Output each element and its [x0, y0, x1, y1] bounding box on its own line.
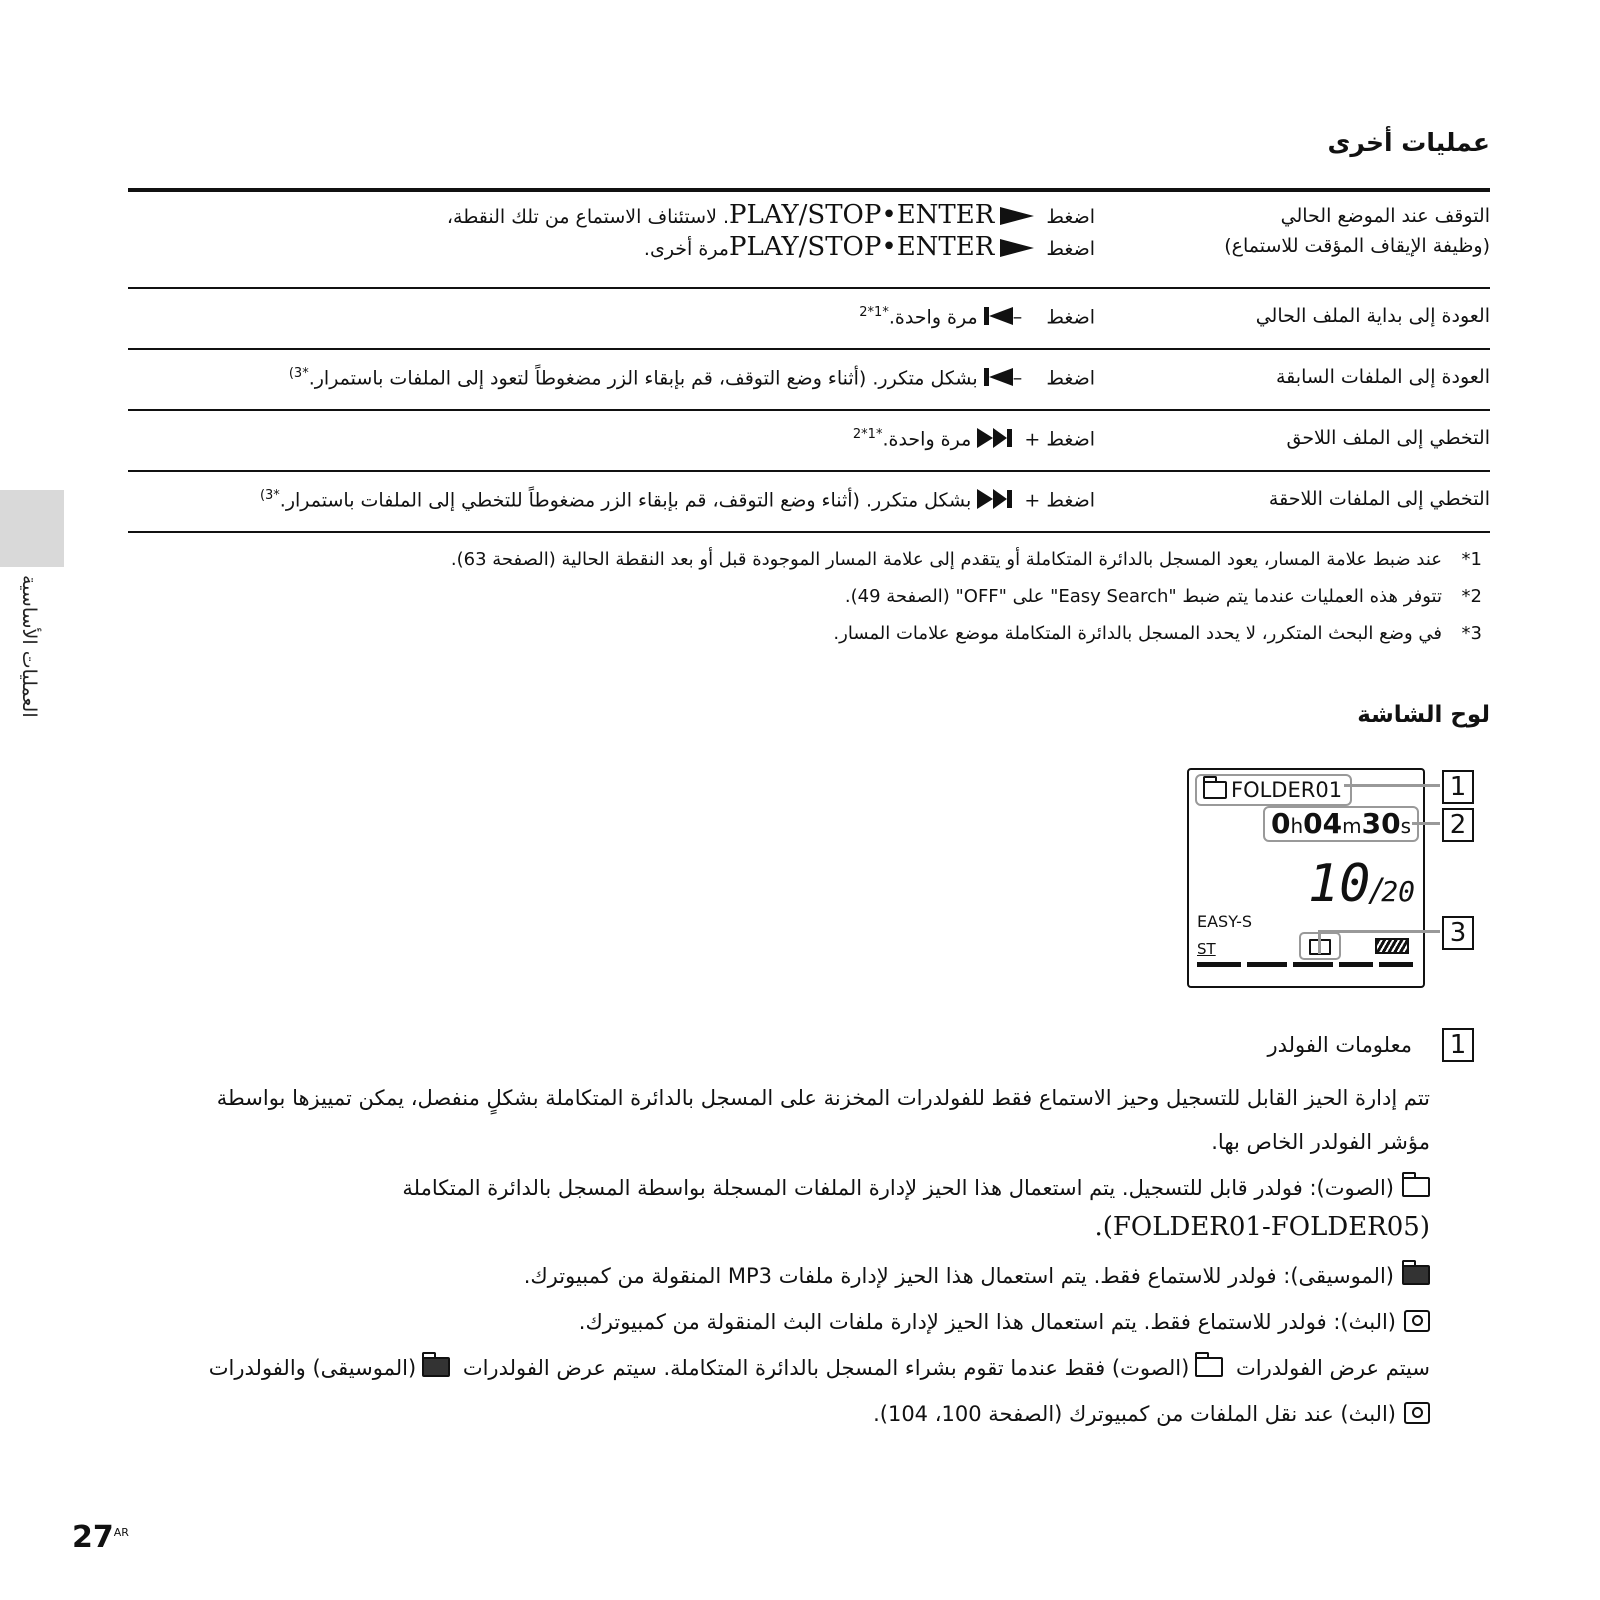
table-rule	[128, 470, 1490, 472]
folder-display-note: (البث) عند نقل الملفات من كمبيوترك (الصفحة 100، 104).	[873, 1402, 1430, 1426]
lcd-display	[1187, 768, 1425, 988]
callout-line	[1318, 930, 1440, 933]
callout-1: 1	[1442, 770, 1474, 804]
folder-info-number: 1	[1442, 1028, 1474, 1062]
next-icon	[1007, 429, 1012, 447]
table-row-label: التخطي إلى الملفات اللاحقة	[1268, 488, 1490, 510]
podcast-folder-desc: (البث): فولدر للاستماع فقط. يتم استعمال هذا الحيز لإدارة ملفات البث المنقولة من كمبيوترك.	[579, 1310, 1430, 1334]
callout-line	[1412, 822, 1440, 825]
lcd-level-bar	[1339, 962, 1373, 967]
folder-info-heading: معلومات الفولدر	[1267, 1033, 1412, 1057]
play-icon	[1000, 239, 1034, 257]
table-row-action: اضغط + مرة واحدة.$^{*1*2}$	[852, 427, 1095, 451]
table-row-action: اضغط – بشكل متكرر. (أثناء وضع التوقف، قم بإبقاء الزر مضغوطاً لتعود إلى الملفات باستمرار.$^{*3)}$	[288, 366, 1095, 390]
folder-info-paragraph: مؤشر الفولدر الخاص بها.	[1211, 1130, 1430, 1154]
lcd-time: 0h04m30s	[1263, 806, 1419, 842]
voice-folder-icon	[1402, 1177, 1430, 1197]
table-bottom-rule	[128, 531, 1490, 533]
table-row-action: اضغط + بشكل متكرر. (أثناء وضع التوقف، قم بإبقاء الزر مضغوطاً للتخطي إلى الملفات باستمرار.$^{*3)}$	[259, 488, 1095, 512]
table-rule	[128, 287, 1490, 289]
play-icon	[1000, 207, 1034, 225]
footnote-mark: *3	[1461, 623, 1482, 644]
table-row-label: التخطي إلى الملف اللاحق	[1286, 427, 1490, 449]
callout-2: 2	[1442, 808, 1474, 842]
folder-icon	[1203, 781, 1227, 799]
display-title: لوح الشاشة	[1357, 702, 1490, 728]
footnote-mark: *1	[1461, 549, 1482, 570]
table-row-label: العودة إلى الملفات السابقة	[1275, 366, 1490, 388]
next-icon	[1007, 490, 1012, 508]
podcast-folder-icon	[1404, 1310, 1430, 1332]
callout-3: 3	[1442, 916, 1474, 950]
page-number: $27^{AR}$	[72, 1520, 129, 1555]
music-folder-icon	[1402, 1265, 1430, 1285]
section-title: عمليات أخرى	[1327, 128, 1490, 157]
lcd-level-bar	[1293, 962, 1333, 967]
lcd-folder-name: FOLDER01	[1231, 778, 1343, 802]
callout-line	[1318, 930, 1321, 954]
table-rule	[128, 348, 1490, 350]
music-folder-icon	[422, 1357, 450, 1377]
voice-folder-icon	[1195, 1357, 1223, 1377]
footnote: تتوفر هذه العمليات عندما يتم ضبط "Easy Search" على "OFF" (الصفحة 49).	[844, 586, 1442, 607]
table-row-label: التوقف عند الموضع الحالي (وظيفة الإيقاف المؤقت للاستماع)	[1224, 205, 1490, 257]
lcd-file-number: 10/20	[1307, 854, 1415, 914]
music-folder-desc: (الموسيقى): فولدر للاستماع فقط. يتم استعمال هذا الحيز لإدارة ملفات MP3 المنقولة من كمبيوترك.	[524, 1264, 1430, 1288]
table-row-label: العودة إلى بداية الملف الحالي	[1255, 305, 1490, 327]
lcd-level-bar	[1379, 962, 1413, 967]
table-top-rule	[128, 188, 1490, 192]
lcd-st: ST	[1197, 940, 1216, 958]
lcd-mode: EASY-S	[1197, 912, 1253, 931]
lcd-level-bar	[1197, 962, 1241, 967]
lcd-level-bar	[1247, 962, 1287, 967]
table-rule	[128, 409, 1490, 411]
voice-folder-desc: (الصوت): فولدر قابل للتسجيل. يتم استعمال هذا الحيز لإدارة الملفات المسجلة بواسطة المسجل بالدائرة المتكاملة	[402, 1176, 1430, 1200]
lcd-folder-row	[1195, 774, 1352, 806]
chapter-tab	[0, 490, 64, 567]
chapter-label: العمليات الأساسية	[18, 575, 40, 718]
table-row-action: اضغط PLAY/STOP•ENTER. لاستئناف الاستماع من تلك النقطة، اضغط PLAY/STOP•ENTERمرة أخرى.	[446, 200, 1095, 262]
footnote: في وضع البحث المتكرر، لا يحدد المسجل بالدائرة المتكاملة موضع علامات المسار.	[833, 623, 1442, 644]
footnote: عند ضبط علامة المسار، يعود المسجل بالدائرة المتكاملة أو يتقدم إلى علامة المسار الموجودة قبل أو بعد النقطة الحالية (الصفحة 63).	[450, 549, 1442, 570]
table-row-action: اضغط – مرة واحدة.$^{*1*2}$	[859, 305, 1095, 329]
callout-line	[1344, 784, 1440, 787]
footnote-mark: *2	[1461, 586, 1482, 607]
battery-icon	[1375, 938, 1409, 954]
folder-info-paragraph: تتم إدارة الحيز القابل للتسجيل وحيز الاستماع فقط للفولدرات المخزنة على المسجل بالدائرة المتكاملة بشكلٍ منفصل، يمكن تمييزها بواسطة	[216, 1086, 1430, 1110]
folder-display-note: سيتم عرض الفولدرات (الصوت) فقط عندما تقوم بشراء المسجل بالدائرة المتكاملة. سيتم عرض الفولدرات (الموسيقى) والفولدرات	[208, 1356, 1430, 1380]
voice-folder-range: .(FOLDER01-FOLDER05)	[1094, 1212, 1430, 1242]
podcast-folder-icon	[1404, 1402, 1430, 1424]
